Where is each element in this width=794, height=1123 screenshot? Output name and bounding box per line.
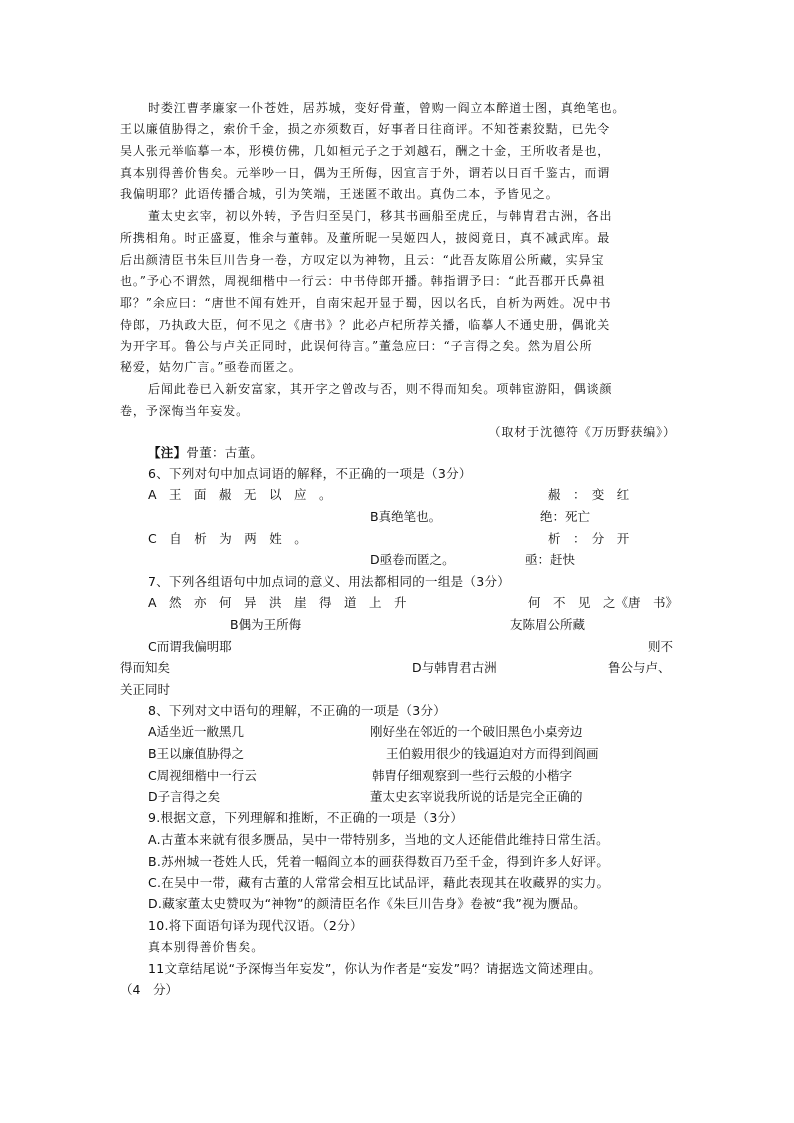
passage-p1-line: 时娄江曹孝廉家一仆苍姓，居苏城，变好骨董，曾购一阎立本醉道士图，真绝笔也。 xyxy=(148,101,626,115)
q7-option-c-pair: 则不 xyxy=(648,639,674,654)
q7-stem: 7、下列各组语句中加点词的意义、用法都相同的一组是（3分） xyxy=(148,574,511,589)
q7-option-b: B偶为王所侮 xyxy=(230,617,302,632)
q7-option-c: C而谓我偏明耶 xyxy=(148,639,232,654)
passage-p3-line: 后闻此卷已入新安富家，其开字之曾改与否，则不得而知矣。项韩宦游阳，偶谈颜 xyxy=(148,382,613,396)
q9-option-a: A.古董本来就有很多赝品，吴中一带特别多，当地的文人还能借此维持日常生活。 xyxy=(148,832,609,847)
q9-option-d: D.藏家董太史赞叹为“神物”的颜清臣名作《朱巨川告身》卷被“我”视为赝品。 xyxy=(148,896,587,911)
q7-option-c-pair-cont: 得而知矣 xyxy=(120,660,171,675)
passage-p2-line: 秘爱，姑勿广言。”亟卷而匿之。 xyxy=(120,360,302,374)
q8-stem: 8、下列对文中语句的理解，不正确的一项是（3分） xyxy=(148,703,447,718)
q8-option-b: B王以廉值胁得之 xyxy=(148,746,245,761)
passage-source: （取材于沈德符《万历野获编》） xyxy=(488,425,676,439)
q8-option-d: D子言得之矣 xyxy=(148,789,221,804)
passage-p2-line: 耶？”余应曰：“唐世不闻有姓开，自南宋起开显于蜀，因以名氏，自析为两姓。况中书 xyxy=(120,296,612,310)
q6-stem: 6、下列对句中加点词语的解释，不正确的一项是（3分） xyxy=(148,466,472,481)
note xyxy=(148,443,676,463)
q7-option-a: A 然 亦 何 异 洪 崖 得 道 上 升 xyxy=(148,595,407,610)
q8-option-a-meaning: 刚好坐在邻近的一个破旧黑色小桌旁边 xyxy=(370,724,583,739)
q6-option-c: C 自 析 为 两 姓 。 xyxy=(148,531,307,546)
q7-option-b-pair: 友陈眉公所藏 xyxy=(510,617,586,632)
note-text: 骨董：古董。 xyxy=(186,445,264,460)
passage-p1-line: 真本别得善价售矣。元举吵一日，偶为王所侮，因宣言于外，谓若以日百千鉴古，而谓 xyxy=(120,166,611,180)
q8-option-d-meaning: 董太史玄宰说我所说的话是完全正确的 xyxy=(370,789,583,804)
q10-stem: 10.将下面语句译为现代汉语。（2分） xyxy=(148,918,363,933)
passage-p2-line: 董太史玄宰，初以外转，予告归至吴门，移其书画船至虎丘，与韩胄君古洲，各出 xyxy=(148,209,613,223)
q6-option-a-gloss: 赧 ： 变 红 xyxy=(548,487,630,502)
q8-option-c: C周视细楷中一行云 xyxy=(148,768,257,783)
passage-p1-line: 王以廉值胁得之，索价千金，损之亦须数百，好事者日往商评。不知苍素狡黠，已先令 xyxy=(120,122,611,136)
q8-option-a: A适坐近一敝黑几 xyxy=(148,724,245,739)
q7-option-d-pair: 鲁公与卢、 xyxy=(608,660,671,675)
q9-option-c: C.在吴中一带，藏有古董的人常常会相互比试品评，藉此表现其在收藏界的实力。 xyxy=(148,875,610,890)
q11-stem: 11文章结尾说“予深悔当年妄发”，你认为作者是“妄发”吗？请据选文简述理由。 xyxy=(148,961,602,976)
passage-p2-line: 后出颜清臣书朱巨川告身一卷，方叹定以为神物，且云：“此吾友陈眉公所藏，实异宝 xyxy=(120,253,605,267)
q9-stem: 9.根据文意，下列理解和推断，不正确的一项是（3分） xyxy=(148,810,464,825)
q6-option-c-gloss: 析 ： 分 开 xyxy=(548,531,630,546)
q7-option-d: D与韩胄君古洲 xyxy=(412,660,497,675)
q8-option-b-meaning: 王伯毅用很少的钱逼迫对方而得到阎画 xyxy=(386,746,599,761)
passage-p1-line: 我偏明耶？此语传播合城，引为笑端，王迷匿不敢出。真伪二本，予皆见之。 xyxy=(120,187,559,201)
q6-option-d-gloss: 亟：赶快 xyxy=(525,552,576,567)
passage-p2-line: 所携相角。时正盛夏，惟余与董韩。及董所昵一吴姬四人，披阅竟日，真不减武库。最 xyxy=(120,231,611,245)
q6-option-a: A 王 面 赧 无 以 应 。 xyxy=(148,487,332,502)
q10-sentence: 真本别得善价售矣。 xyxy=(148,940,265,954)
q8-option-c-meaning: 韩胄仔细观察到一些行云般的小楷字 xyxy=(372,768,573,783)
q6-option-b: B真绝笔也。 xyxy=(370,509,442,524)
note-label: 【注】 xyxy=(148,445,187,460)
q6-option-d: D亟卷而匿之。 xyxy=(370,552,455,567)
passage-p2-line: 为开字耳。鲁公与卢关正同时，此误何待言。”董急应曰：“子言得之矣。然为眉公所 xyxy=(120,339,593,353)
q6-option-b-gloss: 绝：死亡 xyxy=(540,509,591,524)
passage-p3-line: 卷，予深悔当年妄发。 xyxy=(120,404,250,418)
q7-option-d-pair-cont: 关正同时 xyxy=(120,682,171,697)
passage-p1-line: 吴人张元举临摹一本，形模仿佛，几如桓元子之于刘越石，酬之十金，王所收者是也， xyxy=(120,144,611,158)
q11-points: （4 分） xyxy=(120,982,178,997)
q7-option-a-pair: 何 不 见 之《唐 书》 xyxy=(528,595,679,610)
passage-p2-line: 也。”予心不谓然，周视细楷中一行云：中书侍郎开播。韩指谓予曰：“此吾郡开氏鼻祖 xyxy=(120,274,606,288)
q9-option-b: B.苏州城一苍姓人氏，凭着一幅阎立本的画获得数百乃至千金，得到许多人好评。 xyxy=(148,854,610,869)
passage-p2-line: 侍郎，乃执政大臣，何不见之《唐书》？此必卢杞所荐关播，临摹人不通史册，偶讹关 xyxy=(120,318,611,332)
